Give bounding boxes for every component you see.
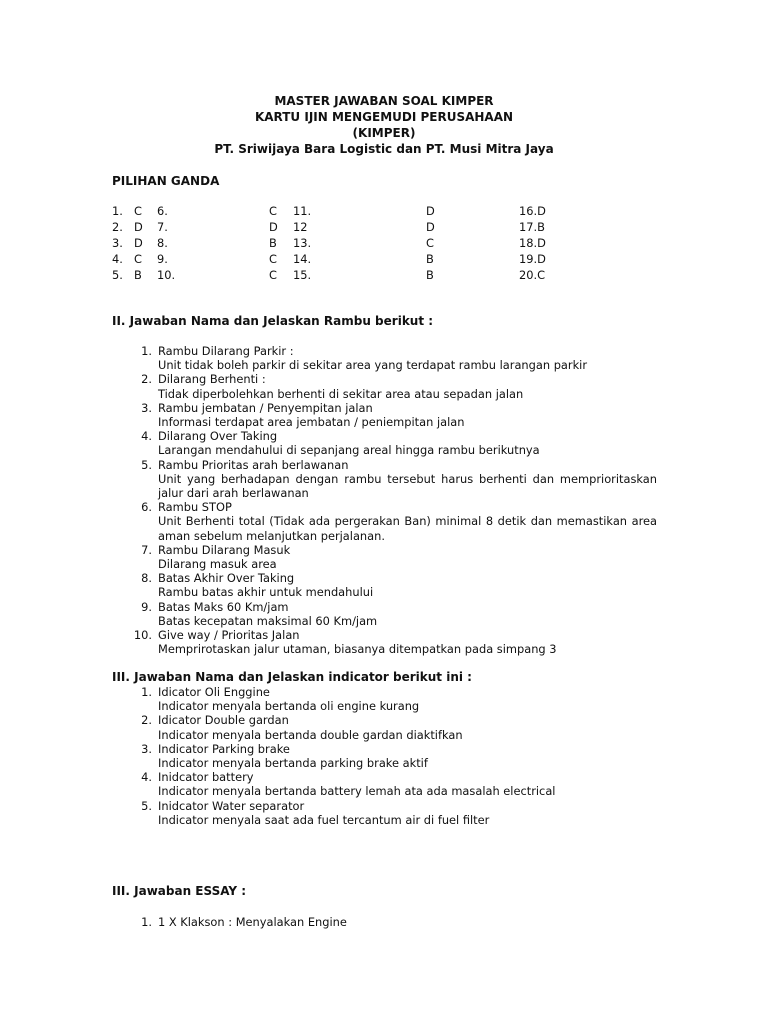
list-item [112, 429, 657, 457]
item-number: 10. [133, 628, 152, 643]
item-number: 7. [141, 542, 152, 557]
answer-row [112, 220, 672, 235]
indikator-answer-list [112, 685, 657, 827]
list-item [112, 628, 657, 656]
answer-letter: D [426, 204, 435, 218]
list-item [112, 770, 657, 798]
essay-answer-list [112, 915, 657, 929]
answer-letter: C [426, 236, 434, 250]
list-item [112, 571, 657, 599]
item-description: Indicator menyala bertanda oli engine kurang [158, 699, 420, 714]
item-title: Rambu jembatan / Penyempitan jalan [158, 400, 373, 415]
item-title: Give way / Prioritas Jalan [158, 628, 300, 643]
item-number: 3. [141, 741, 152, 756]
list-item [112, 799, 657, 827]
item-title: Idicator Double gardan [158, 713, 289, 728]
item-description: Batas kecepatan maksimal 60 Km/jam [158, 613, 378, 628]
list-item [112, 401, 657, 429]
list-item [112, 344, 657, 372]
item-title: Rambu Prioritas arah berlawanan [158, 457, 349, 472]
item-title: Indicator Parking brake [158, 741, 290, 756]
answer-letter: C [269, 268, 277, 282]
indikator-section-heading: III. Jawaban Nama dan Jelaskan indicator berikut ini : [112, 670, 472, 684]
question-answer: 19.D [519, 252, 546, 266]
answer-row [112, 204, 672, 219]
item-number: 9. [141, 599, 152, 614]
answer-row [112, 268, 672, 283]
list-item [112, 543, 657, 571]
essay-section-heading: III. Jawaban ESSAY : [112, 884, 247, 898]
item-title: Batas Akhir Over Taking [158, 571, 295, 586]
rambu-answer-list [112, 344, 657, 656]
item-description: Unit yang berhadapan dengan rambu tersebut harus berhenti dan memprioritaskan jalur dari arah berlawanan [158, 471, 657, 501]
answer-row [112, 252, 672, 267]
answer-letter: D [134, 236, 143, 250]
question-number: 8. [157, 236, 168, 250]
answer-letter: B [426, 268, 434, 282]
list-item [112, 713, 657, 741]
question-number: 15. [293, 268, 312, 282]
question-number: 5. [112, 268, 123, 282]
document-subtitle: KARTU IJIN MENGEMUDI PERUSAHAAN [254, 110, 514, 124]
document-title: MASTER JAWABAN SOAL KIMPER [274, 94, 494, 108]
item-title: Inidcator battery [158, 770, 254, 785]
item-title: Batas Maks 60 Km/jam [158, 599, 289, 614]
item-description: Larangan mendahului di sepanjang areal hingga rambu berikutnya [158, 443, 540, 458]
item-description: Informasi terdapat area jembatan / peniempitan jalan [158, 415, 465, 430]
question-number: 1. [112, 204, 123, 218]
answer-letter: B [269, 236, 277, 250]
item-description: Dilarang masuk area [158, 557, 277, 572]
answer-letter: D [134, 220, 143, 234]
item-number: 2. [141, 713, 152, 728]
answer-row [112, 236, 672, 251]
answer-letter: C [134, 204, 142, 218]
answer-letter: B [426, 252, 434, 266]
list-item [112, 372, 657, 400]
item-description: Indicator menyala bertanda double gardan diaktifkan [158, 727, 463, 742]
question-number: 13. [293, 236, 312, 250]
item-number: 1. [141, 344, 152, 358]
list-item [112, 500, 657, 543]
item-description: Indicator menyala bertanda parking brake aktif [158, 756, 428, 771]
item-description: Indicator menyala bertanda battery lemah ata ada masalah electrical [158, 784, 556, 799]
item-title: Dilarang Berhenti : [158, 372, 266, 387]
question-number: 4. [112, 252, 123, 266]
pilihan-ganda-heading: PILIHAN GANDA [112, 174, 220, 188]
list-item [112, 458, 657, 501]
question-number: 11. [293, 204, 312, 218]
item-number: 5. [141, 457, 152, 472]
item-title: Inidcator Water separator [158, 798, 305, 813]
question-number: 6. [157, 204, 168, 218]
item-description: Unit tidak boleh parkir di sekitar area yang terdapat rambu larangan parkir [158, 358, 588, 373]
list-item [112, 742, 657, 770]
question-number: 3. [112, 236, 123, 250]
item-description: Unit Berhenti total (Tidak ada pergerakan Ban) minimal 8 detik dan memastikan area aman sebelum melanjutkan perjalanan. [158, 514, 657, 543]
item-description: Memprirotaskan jalur utaman, biasanya ditempatkan pada simpang 3 [158, 642, 557, 657]
item-description: Rambu batas akhir untuk mendahului [158, 585, 374, 600]
company-names: PT. Sriwijaya Bara Logistic dan PT. Musi Mitra Jaya [214, 142, 554, 156]
item-number: 1. [141, 685, 152, 699]
answer-letter: B [134, 268, 142, 282]
answer-letter: C [269, 252, 277, 266]
item-title: Idicator Oli Enggine [158, 685, 270, 699]
answer-letter: C [269, 204, 277, 218]
item-number: 5. [141, 798, 152, 813]
question-number: 7. [157, 220, 168, 234]
item-number: 1. [141, 915, 152, 929]
list-item [112, 600, 657, 628]
answer-letter: C [134, 252, 142, 266]
item-title: Rambu STOP [158, 500, 232, 515]
question-number: 14. [293, 252, 312, 266]
question-number: 12 [293, 220, 308, 234]
question-number: 10. [157, 268, 176, 282]
question-number: 9. [157, 252, 168, 266]
answer-letter: D [426, 220, 435, 234]
question-answer: 18.D [519, 236, 546, 250]
item-number: 8. [141, 571, 152, 586]
item-description: Tidak diperbolehkan berhenti di sekitar area atau sepadan jalan [158, 386, 524, 401]
item-title: Dilarang Over Taking [158, 429, 278, 444]
essay-answer-text: 1 X Klakson : Menyalakan Engine [158, 915, 347, 929]
answer-letter: D [269, 220, 278, 234]
item-number: 4. [141, 429, 152, 444]
item-number: 4. [141, 770, 152, 785]
question-number: 2. [112, 220, 123, 234]
question-answer: 20.C [519, 268, 546, 282]
item-number: 6. [141, 500, 152, 515]
item-title: Rambu Dilarang Parkir : [158, 344, 294, 358]
document-acronym: (KIMPER) [352, 126, 416, 140]
rambu-section-heading: II. Jawaban Nama dan Jelaskan Rambu berikut : [112, 314, 434, 328]
list-item [112, 915, 657, 929]
item-number: 3. [141, 400, 152, 415]
question-answer: 16.D [519, 204, 546, 218]
item-number: 2. [141, 372, 152, 387]
item-title: Rambu Dilarang Masuk [158, 542, 291, 557]
item-description: Indicator menyala saat ada fuel tercantum air di fuel filter [158, 812, 490, 827]
question-answer: 17.B [519, 220, 545, 234]
list-item [112, 685, 657, 713]
